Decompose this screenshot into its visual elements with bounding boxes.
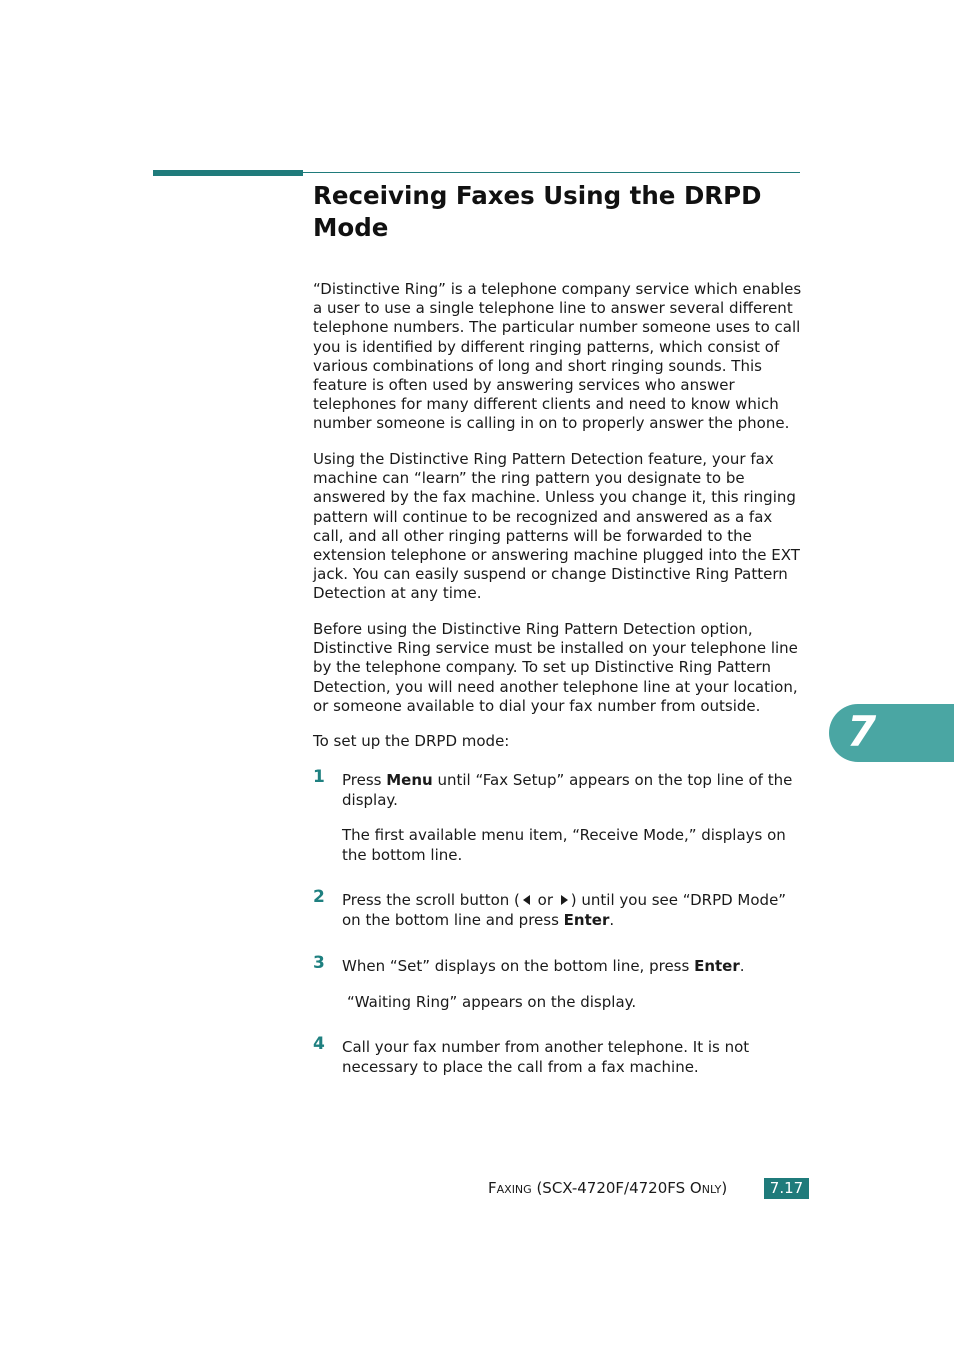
step-1-note: The first available menu item, “Receive Mode,” displays on the bottom line. xyxy=(342,826,786,864)
step-2-bold: Enter xyxy=(563,911,610,929)
step-2-text xyxy=(342,890,802,930)
step-2-pre: Press the scroll button ( xyxy=(342,891,520,909)
step-3-end: . xyxy=(739,957,745,975)
step-1-bold: Menu xyxy=(386,771,433,789)
step-1-post: until “Fax Setup” appears on the top line of the display. xyxy=(342,771,793,809)
scroll-left-icon xyxy=(523,895,530,905)
section-rule-thick xyxy=(153,170,303,176)
step-3-bold: Enter xyxy=(694,957,740,975)
prerequisite-paragraph: Before using the Distinctive Ring Pattern Detection option, Distinctive Ring service must be installed on your telephone line by the telephone company. To set up Distinctive Ring Pattern Detection, you will need another telephone line at your location, or someone available to dial your fax number from outside. xyxy=(313,620,798,715)
step-2-number: 2 xyxy=(313,887,325,907)
step-1-text xyxy=(342,770,802,810)
page-title: Receiving Faxes Using the DRPD Mode xyxy=(313,181,762,242)
chapter-number: 7 xyxy=(847,707,877,756)
page-number: 7.17 xyxy=(764,1178,809,1199)
step-1-pre: Press xyxy=(342,771,387,789)
step-3-text xyxy=(342,956,802,976)
step-1-number: 1 xyxy=(313,767,325,787)
step-2-end: . xyxy=(609,911,615,929)
step-3-pre: When “Set” displays on the bottom line, press xyxy=(342,957,695,975)
step-2-post: ) until you see “DRPD Mode” on the bottom line and press xyxy=(342,891,787,929)
footer-section: Faxing (SCX-4720F/4720FS Only) xyxy=(488,1179,728,1197)
feature-paragraph: Using the Distinctive Ring Pattern Detection feature, your fax machine can “learn” the ring pattern you designate to be answered by the fax machine. Unless you change it, this ringing pattern will continue to be recognized and answered as a fax call, and all other ringing patterns will be forwarded to the extension telephone or answering machine plugged into the EXT jack. You can easily suspend or change Distinctive Ring Pattern Detection at any time. xyxy=(313,450,800,603)
step-3-note: “Waiting Ring” appears on the display. xyxy=(347,993,637,1011)
step-3-number: 3 xyxy=(313,953,325,973)
intro-paragraph: “Distinctive Ring” is a telephone company service which enables a user to use a single telephone line to answer several different telephone numbers. The particular number someone uses to call you is identified by different ringing patterns, which consist of various combinations of long and short ringing sounds. This feature is often used by answering services who answer telephones for many different clients and need to know which number someone is calling in on to properly answer the phone. xyxy=(313,280,802,433)
section-rule-thin xyxy=(303,172,800,173)
step-4-text: Call your fax number from another telephone. It is not necessary to place the call from a fax machine. xyxy=(342,1038,750,1076)
step-4-number: 4 xyxy=(313,1034,325,1054)
step-2-mid: or xyxy=(532,891,558,909)
scroll-right-icon xyxy=(561,895,568,905)
steps-intro: To set up the DRPD mode: xyxy=(313,732,510,750)
